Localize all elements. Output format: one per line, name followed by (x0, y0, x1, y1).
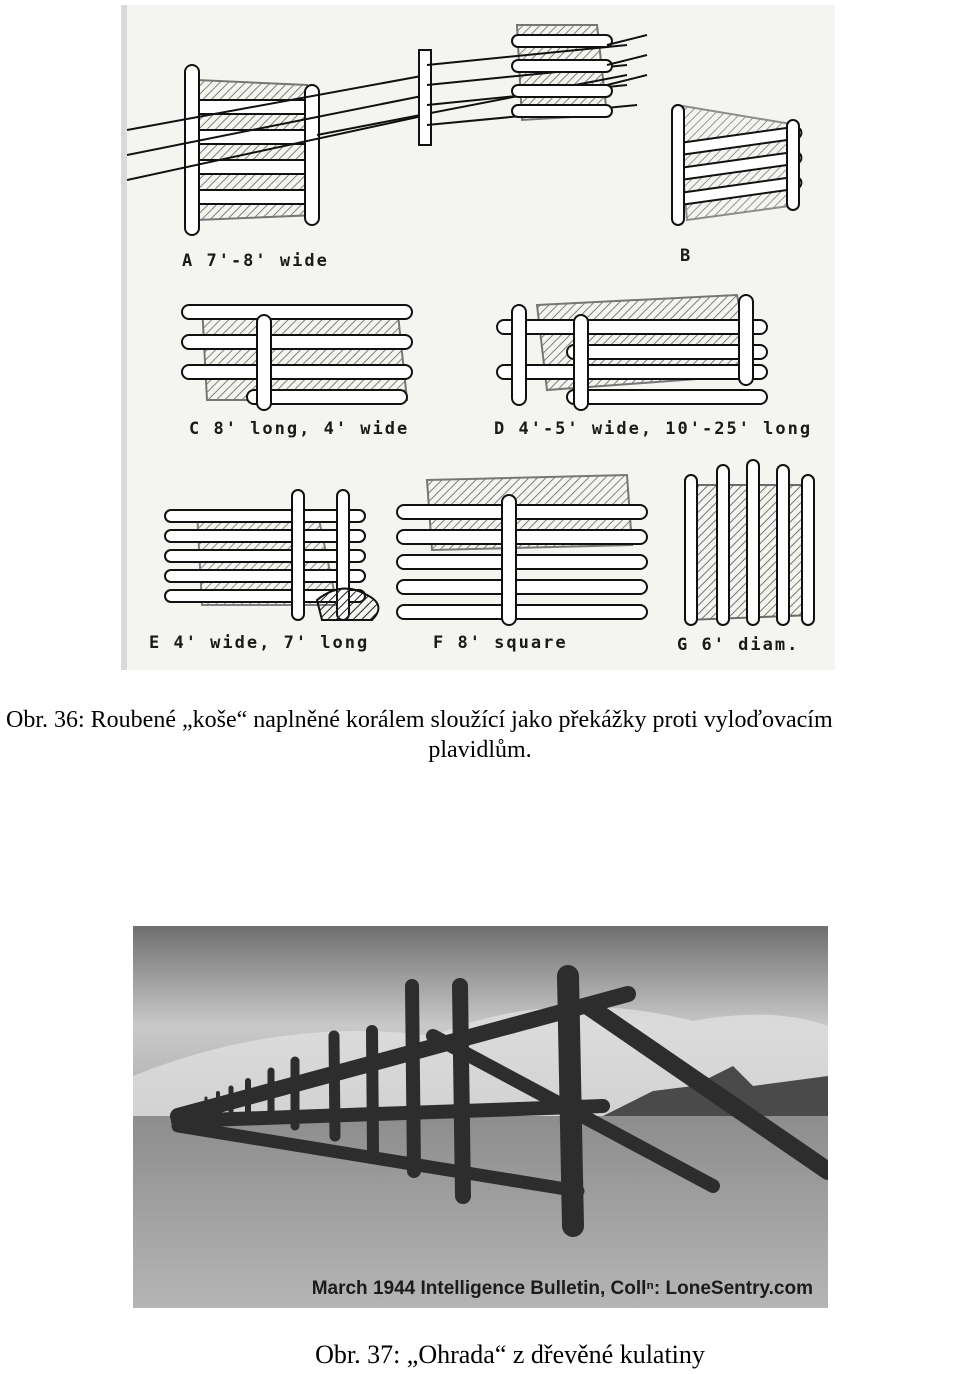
crib-b-illustration (672, 105, 802, 225)
crib-d-illustration (497, 295, 767, 410)
figure-36-sketch (121, 5, 835, 670)
crib-c-illustration (182, 305, 412, 410)
label-g: G 6' diam. (677, 635, 800, 655)
label-f: F 8' square (433, 633, 568, 653)
crib-f-illustration (397, 475, 647, 625)
caption-36-line-2: plavidlům. (428, 737, 532, 763)
label-c: C 8' long, 4' wide (189, 419, 410, 439)
caption-36-line-1: Obr. 36: Roubené „koše“ naplněné korálem sloužící jako překážky proti vyloďovacím (6, 707, 833, 733)
crib-e-illustration (165, 490, 378, 620)
fence-in-water-image (133, 926, 828, 1308)
log-crib-drawing (127, 5, 835, 670)
figure-37-caption: Obr. 37: „Ohrada“ z dřevěné kulatiny (315, 1340, 705, 1369)
label-d: D 4'-5' wide, 10'-25' long (494, 419, 813, 439)
label-a: A 7'-8' wide (182, 251, 329, 271)
label-e: E 4' wide, 7' long (149, 633, 370, 653)
figure-37-photo (133, 926, 828, 1308)
figure-36-caption (0, 705, 960, 765)
label-b: B (680, 246, 693, 266)
crib-g-illustration (685, 460, 814, 625)
photo-credit: March 1944 Intelligence Bulletin, Collⁿ: LoneSentry.com (311, 1278, 813, 1299)
